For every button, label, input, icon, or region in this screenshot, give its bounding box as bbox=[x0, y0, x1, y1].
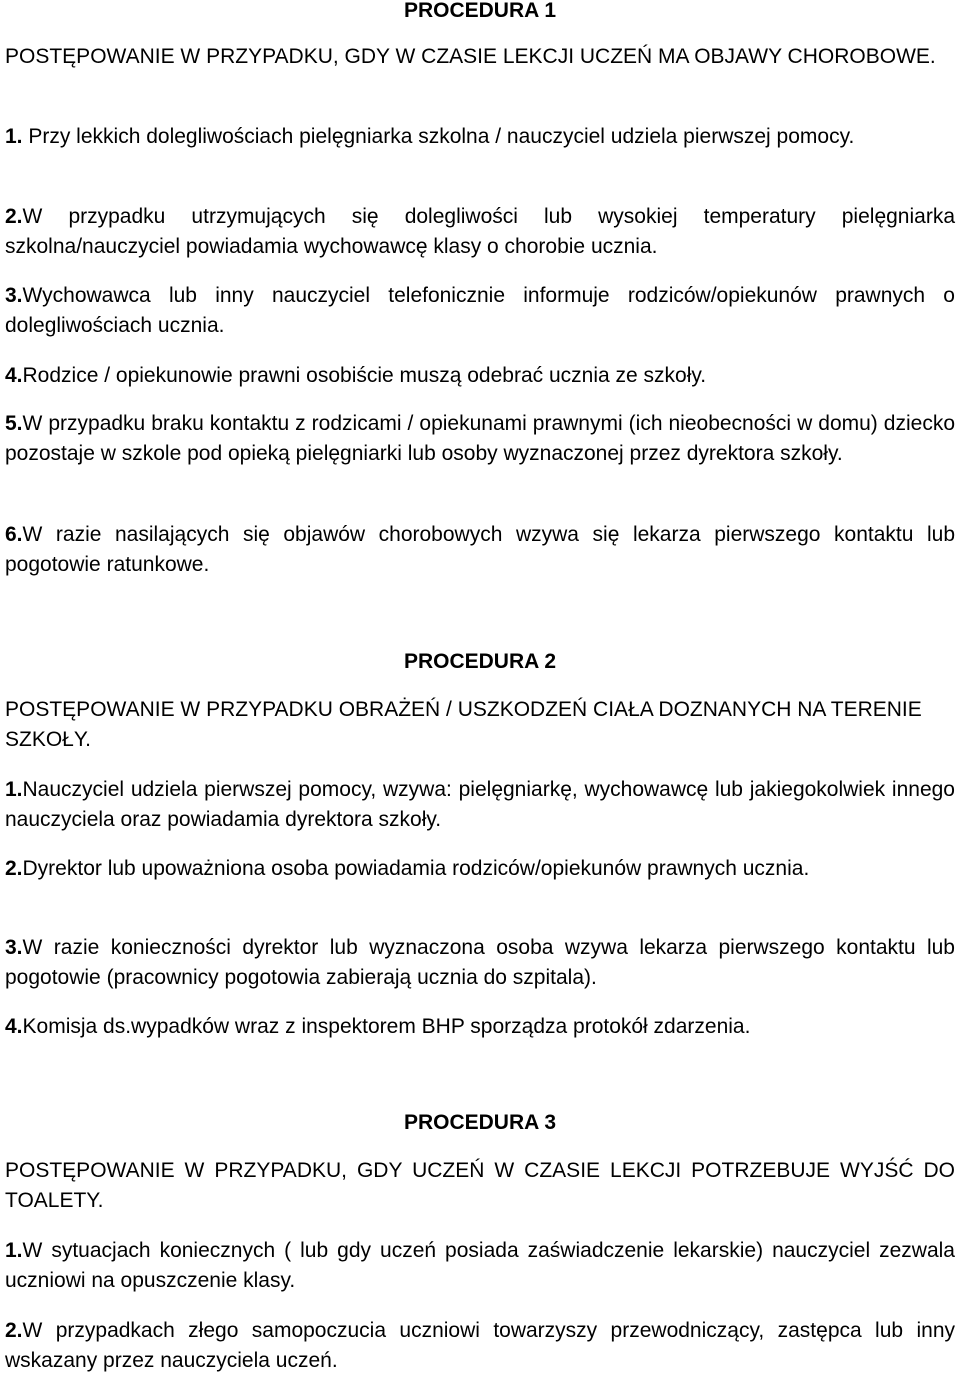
procedure-1-item-4 bbox=[5, 361, 955, 391]
procedure-3-title: POSTĘPOWANIE W PRZYPADKU, GDY UCZEŃ W CZASIE LEKCJI POTRZEBUJE WYJŚĆ DO TOALETY. bbox=[5, 1159, 955, 1212]
item-text: Dyrektor lub upoważniona osoba powiadamia rodziców/opiekunów prawnych ucznia. bbox=[22, 857, 810, 880]
procedure-1-title: POSTĘPOWANIE W PRZYPADKU, GDY W CZASIE LEKCJI UCZEŃ MA OBJAWY CHOROBOWE. bbox=[5, 45, 936, 68]
item-number: 6. bbox=[5, 523, 23, 546]
procedure-3-item-2 bbox=[5, 1316, 955, 1376]
procedure-2-item-2 bbox=[5, 854, 955, 884]
procedure-3-heading: PROCEDURA 3 bbox=[403, 1111, 557, 1134]
procedure-2-heading: PROCEDURA 2 bbox=[403, 650, 557, 673]
procedure-1-item-5 bbox=[5, 409, 955, 469]
item-number: 1. bbox=[5, 1239, 23, 1262]
item-number: 2. bbox=[5, 857, 23, 880]
item-number: 4. bbox=[5, 364, 23, 387]
item-number: 2. bbox=[5, 205, 23, 228]
item-text: Rodzice / opiekunowie prawni osobiście muszą odebrać ucznia ze szkoły. bbox=[22, 364, 707, 387]
item-number: 4. bbox=[5, 1015, 23, 1038]
procedure-2-item-1 bbox=[5, 775, 955, 835]
item-number: 2. bbox=[5, 1319, 23, 1342]
procedure-1-heading: PROCEDURA 1 bbox=[403, 0, 557, 22]
procedure-3-item-1 bbox=[5, 1236, 955, 1296]
item-number: 1. bbox=[5, 125, 23, 148]
item-number: 3. bbox=[5, 284, 23, 307]
item-text: Przy lekkich dolegliwościach pielęgniarka szkolna / nauczyciel udziela pierwszej pomocy. bbox=[22, 125, 855, 148]
procedure-1-item-1 bbox=[5, 122, 955, 152]
procedure-2-item-4 bbox=[5, 1012, 955, 1042]
procedure-2-title: POSTĘPOWANIE W PRZYPADKU OBRAŻEŃ / USZKODZEŃ CIAŁA DOZNANYCH NA TERENIE SZKOŁY. bbox=[5, 698, 922, 751]
procedure-1-item-2 bbox=[5, 202, 955, 262]
item-text: W przypadku utrzymujących się dolegliwości lub wysokiej temperatury pielęgniarka szkolna/nauczyciel powiadamia wychowawcę klasy o chorobie ucznia. bbox=[5, 205, 955, 258]
item-text: Komisja ds.wypadków wraz z inspektorem BHP sporządza protokół zdarzenia. bbox=[22, 1015, 751, 1038]
procedure-1-item-6 bbox=[5, 520, 955, 580]
item-text: Nauczyciel udziela pierwszej pomocy, wzywa: pielęgniarkę, wychowawcę lub jakiegokolwiek innego nauczyciela oraz powiadamia dyrektora szkoły. bbox=[5, 778, 955, 831]
item-text: W razie konieczności dyrektor lub wyznaczona osoba wzywa lekarza pierwszego kontaktu lub pogotowie (pracownicy pogotowia zabierają ucznia do szpitala). bbox=[5, 936, 955, 989]
item-text: W przypadku braku kontaktu z rodzicami / opiekunami prawnymi (ich nieobecności w domu) dziecko pozostaje w szkole pod opieką pielęgniarki lub osoby wyznaczonej przez dyrektora szkoły. bbox=[5, 412, 955, 465]
item-text: W przypadkach złego samopoczucia uczniowi towarzyszy przewodniczący, zastępca lub inny wskazany przez nauczyciela uczeń. bbox=[5, 1319, 955, 1372]
procedure-1-item-3 bbox=[5, 281, 955, 341]
item-number: 5. bbox=[5, 412, 23, 435]
item-number: 1. bbox=[5, 778, 23, 801]
item-text: W sytuacjach koniecznych ( lub gdy uczeń posiada zaświadczenie lekarskie) nauczyciel zezwala uczniowi na opuszczenie klasy. bbox=[5, 1239, 955, 1292]
item-text: W razie nasilających się objawów chorobowych wzywa się lekarza pierwszego kontaktu lub pogotowie ratunkowe. bbox=[5, 523, 955, 576]
procedure-2-item-3 bbox=[5, 933, 955, 993]
item-number: 3. bbox=[5, 936, 23, 959]
item-text: Wychowawca lub inny nauczyciel telefonicznie informuje rodziców/opiekunów prawnych o dolegliwościach ucznia. bbox=[5, 284, 955, 337]
